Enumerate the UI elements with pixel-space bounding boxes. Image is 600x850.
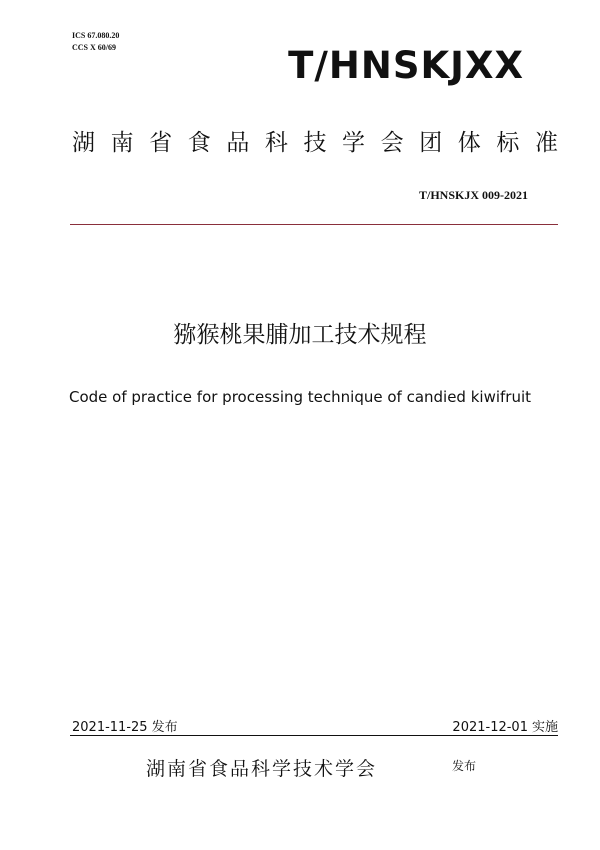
title-character: 体	[457, 130, 481, 156]
title-character: 标	[496, 130, 520, 156]
implement-date: 2021-12-01	[452, 720, 528, 735]
title-character: 南	[110, 130, 134, 156]
issue-date: 2021-11-25	[72, 720, 148, 735]
standard-number: T/HNSKJX 009-2021	[418, 188, 528, 202]
title-character: 技	[303, 130, 327, 156]
ccs-code: CCS X 60/69	[72, 43, 117, 52]
title-character: 会	[380, 130, 404, 156]
title-character: 学	[342, 130, 366, 156]
implement-date-block	[452, 716, 558, 735]
document-title-english: Code of practice for processing technique of candied kiwifruit	[68, 388, 532, 406]
title-character: 团	[419, 130, 443, 156]
ics-code: ICS 67.080.20	[72, 31, 120, 40]
header-divider	[70, 224, 558, 225]
footer-divider	[70, 735, 558, 736]
classification-codes	[72, 30, 119, 54]
issue-label: 发布	[151, 720, 178, 735]
standard-code: T/HNSKJXX	[288, 44, 524, 87]
implement-label: 实施	[531, 720, 558, 735]
publisher-name: 湖南省食品科学技术学会	[146, 758, 378, 780]
title-character: 准	[534, 130, 558, 156]
title-character: 品	[226, 130, 250, 156]
title-character: 湖	[72, 130, 95, 156]
document-title-chinese: 猕猴桃果脯加工技术规程	[173, 322, 427, 348]
organization-standard-title	[72, 124, 558, 157]
publisher-label: 发布	[452, 759, 477, 773]
title-character: 科	[264, 130, 288, 156]
issue-date-block	[72, 716, 178, 735]
title-character: 食	[187, 130, 211, 156]
title-character: 省	[149, 130, 173, 156]
